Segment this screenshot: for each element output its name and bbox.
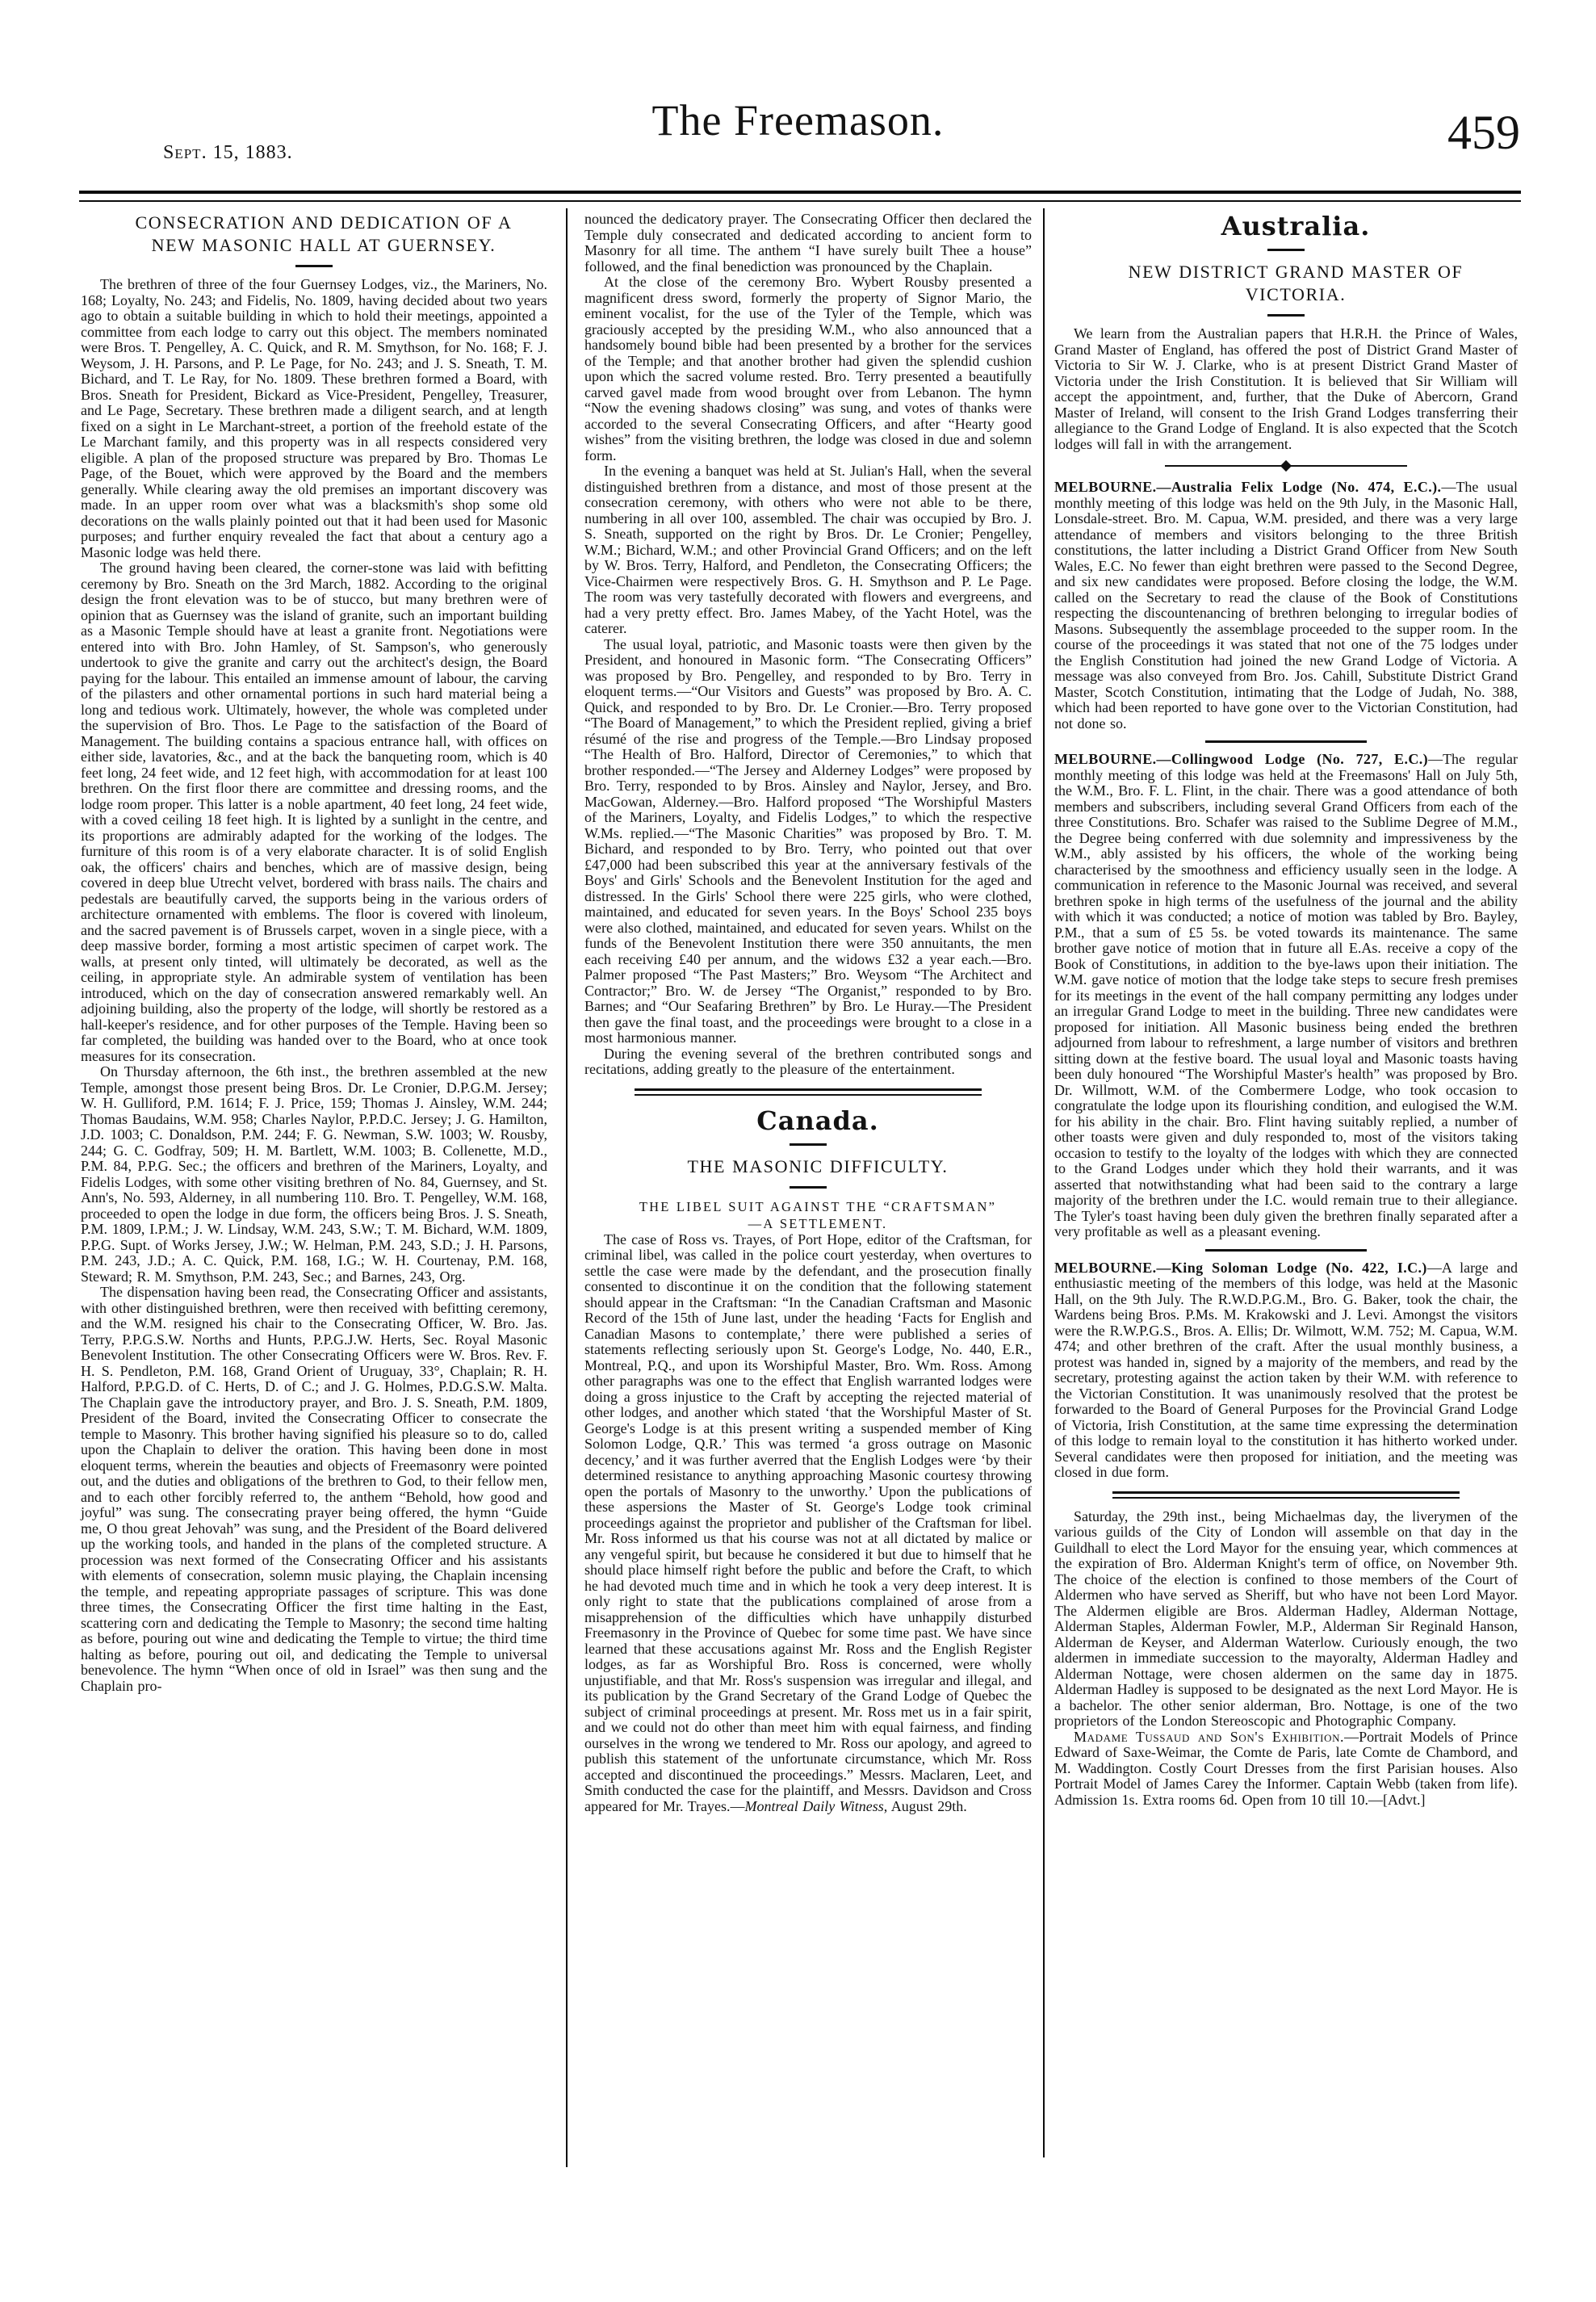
diamond-separator: [1165, 465, 1407, 467]
article-title-line: NEW DISTRICT GRAND MASTER OF: [1128, 262, 1464, 282]
lodge-report-lead: MELBOURNE.—Collingwood Lodge (No. 727, E.C.): [1054, 751, 1429, 767]
advert-text: —Portrait Models of Prince Edward of Saxe-Weimar, the Comte de Paris, late Comte de Chambord, and M. Waddington. Costly Court Dresses from the first Parisian houses. Also Portrait Model of James Carey the Informer. Captain Webb (taken from life). Admission 1s. Extra rooms 6d. Open from 10 till 10.—[Advt.]: [1054, 1728, 1518, 1808]
lodge-report: [1054, 1260, 1518, 1481]
lodge-report-text: —A large and enthusiastic meeting of the members of this lodge, was held at the Masonic Hall, on the 9th July. The R.W.D.P.G.M., Bro. G. Baker, took the chair, the Wardens being Bros. P.Ms. M. Krakowski and J. Levi. Amongst the visitors were the R.W.P.G.S., Bros. A. Ellis; Dr. Wilmott, W.M. 752; M. Capua, W.M. 474; and other brethren of the craft. After the usual monthly business, a protest was handed in, signed by a majority of the members, and read by the secretary, protesting against the action taken by their W.M. with reference to the Victorian Constitution. It was unanimously resolved that the protest be forwarded to the Board of General Purposes for the Provincial Grand Lodge of Victoria, Irish Constitution, at the same time expressing the determination of this lodge to remain loyal to the constitution it has hitherto worked under. Several candidates were then proposed for initiation, and the meeting was closed in due form.: [1054, 1259, 1518, 1480]
column-divider-left: [566, 208, 568, 2167]
paragraph: [584, 1232, 1032, 1815]
article-title-line: VICTORIA.: [1245, 284, 1347, 304]
lodge-report: [1054, 480, 1518, 732]
title-dash: [1267, 249, 1305, 251]
page-number: 459: [1447, 106, 1520, 159]
issue-date: Sept. 15, 1883.: [163, 142, 293, 163]
paragraph: In the evening a banquet was held at St. Julian's Hall, when the several distinguished brethren from a distance, and most of those present at the consecration ceremony, with others who were not able to be there, numbering in all over 100, assembled. The chair was occupied by Bro. J. S. Sneath, supported on the right by Bros. Dr. Le Cronier; Pengelley, W.M.; Bichard, W.M.; and other Provincial Grand Officers; and on the left by W. Bros. Terry, Halford, and Pendleton, the Consecrating Officers; the Vice-Chairmen were respectively Bros. G. H. Smythson and P. Le Page. The room was very tastefully decorated with flowers and evergreens, and had a very pretty effect. Bro. James Mabey, of the Yacht Hotel, was the caterer.: [584, 463, 1032, 636]
paragraph: nounced the dedicatory prayer. The Consecrating Officer then declared the Temple duly consecrated and dedicated according to ancient form to Masonry for all time. The anthem “I have surely built Thee a house” followed, and the final benediction was pronounced by the Chaplain.: [584, 211, 1032, 275]
lodge-report-lead: MELBOURNE.—Australia Felix Lodge (No. 474, E.C.).: [1054, 479, 1442, 495]
paragraph: The brethren of three of the four Guernsey Lodges, viz., the Mariners, No. 168; Loyalty, No. 243; and Fidelis, No. 1809, having decided about two years ago to obtain a suitable building in which to hold their meetings, appointed a committee from each lodge to carry out this object. The members nominated were Bros. T. Pengelley, A. C. Quick, and R. M. Smythson, for No. 168; F. J. Weysom, J. H. Parsons, and P. Le Page, for No. 243; and J. S. Sneath, T. M. Bichard, and T. Le Ray, for No. 1809. These brethren formed a Board, with Bros. Sneath for President, Bickard as Vice-President, Pengelley, Treasurer, and Le Page, Secretary. These brethren made a diligent search, and at length fixed on a sight in Le Marchant-street, a portion of the freehold estate of the Le Marchant family, and this property was in all respects considered very eligible. A plan of the proposed structure was prepared by Bro. Thomas Le Page, of the Bouet, which were approved by the Board and the members generally. While clearing away the old premises an important discovery was made. In an upper room over what was a blacksmith's shop some old decorations on the walls plainly pointed out that it had been used for Masonic purposes; and further enquiry revealed the fact that about a century ago a Masonic lodge was held there.: [81, 276, 547, 560]
column-1: [81, 212, 547, 1694]
section-separator: [635, 1088, 982, 1096]
paragraph: The ground having been cleared, the corner-stone was laid with befitting ceremony by Bro. Sneath on the 3rd March, 1882. According to the original design the front elevation was to be of stucco, but many brethren were of opinion that as Guernsey was the island of granite, such an important building as a Masonic Temple should have at least a granite front. Negotiations were entered into with Bro. John Hamley, of St. Sampson's, who generously undertook to give the granite and carry out the architect's design, the Board paying for the labour. This entailed an immense amount of labour, the carving of the pilasters and other ornamental portions in such hard material being a long and tedious work. Ultimately, however, the whole was completed under the supervision of Bro. Thos. Le Page to the satisfaction of the Board of Management. The building contains a spacious entrance hall, with offices on either side, lavatories, &c., and at the back the banqueting room, which is 40 feet long, 24 feet wide, and 12 feet high, with accommodation for at least 100 brethren. On the first floor there are committee and dressing rooms, and the lodge room proper. This latter is a noble apartment, 40 feet long, 24 feet wide, with a coved ceiling 18 feet high. It is lighted by a sunlight in the centre, and its proportions are admirably adapted for the working of the lodges. The furniture of this room is of a very elaborate character. It is of solid English oak, the officers' chairs and benches, which are of massive design, being covered in deep blue Utrecht velvet, bordered with brass nails. The chairs and pedestals are beautifully carved, the supports being in the various orders of architecture ornamented with emblems. The floor is covered with linoleum, and the sacred pavement is of Brussels carpet, woven in a single piece, with a deep massive border, forming a most artistic specimen of carpet work. The walls, at present only tinted, will ultimately be decorated, as well as the ceiling, in appropriate style. An admirable system of ventilation has been introduced, which on the day of consecration answered remarkably well. An adjoining building, also the property of the lodge, will shortly be restored as a hall-keeper's residence, and for other purposes of the Temple. Having been so far completed, the building was handed over to the Board, who at once took measures for its consecration.: [81, 560, 547, 1064]
lodge-report-text: —The usual monthly meeting of this lodge was held on the 9th July, in the Masonic Hall, Lonsdale-street. Bro. M. Capua, W.M. presided, and there was a very large attendance of members and visitors belonging to the three British constitutions, the latter including a District Grand Officer from New South Wales, E.C. No fewer than eight brethren were passed to the Second Degree, and six new candidates were proposed. Before closing the lodge, the W.M. called on the Secretary to read the clause of the Book of Constitutions respecting the discountenancing of brethren belonging to irregular bodies of Masons. Subsequently the assemblage proceeded to the supper room. In the course of the proceedings it was stated that not one of the 75 lodges under the English Constitution had joined the new Grand Lodge of Victoria. A message was also conveyed from Bro. Jos. Cahill, Substitute District Grand Master, Scotch Constitution, intimating that the Lodge of Judah, No. 388, which had been reported to have gone over to the Victorian Constitution, had not done so.: [1054, 479, 1518, 732]
article-title-line: CONSECRATION AND DEDICATION OF A: [135, 212, 513, 233]
paragraph: During the evening several of the brethren contributed songs and recitations, adding greatly to the pleasure of the entertainment.: [584, 1045, 1032, 1077]
lodge-report: [1054, 752, 1518, 1240]
paragraph-text: The case of Ross vs. Trayes, of Port Hope, editor of the Craftsman, for criminal libel, was called in the police court yesterday, when overtures to settle the case were made by the defendant, and the prosecution finally consented to discontinue it on the condition that the following statement should appear in the Craftsman: “In the Canadian Craftsman and Masonic Record of the 15th of June last, under the heading ‘Facts for English and Canadian Masons to contemplate,’ there were published a series of statements reflecting seriously upon St. George's Lodge, No. 440, E.R., Montreal, P.Q., and upon its Worshipful Master, Bro. Wm. Ross. Among other paragraphs was one to the effect that English warranted lodges were doing a gross injustice to the Craft by accepting the rejected material of other lodges, and another which stated ‘that the Worshipful Master of St. George's Lodge is at this present writing a suspended member of King Solomon Lodge, Q.R.’ This was termed ‘a gross outrage on Masonic decency,’ and it was further averred that the English Lodges were ‘by their determined resistance to anything approaching Masonic courtesy throwing open the portals of Masonry to the unworthy.’ Upon the publications of these aspersions the Master of St. George's Lodge took criminal proceedings against the proprietor and publisher of the Craftsman for libel. Mr. Ross informed us that his course was not at all dictated by malice or any vengeful spirit, but because he considered it but due to himself that he should place himself right before the public and before the Craft, to which he had devoted much time and in which he took a very deep interest. It is only right to state that the publications complained of arose from a misapprehension of the difficulties which have unhappily disturbed Freemasonry in the Province of Quebec for some time past. We have since learned that these accusations against Mr. Ross and the English Register lodges, as far as Worshipful Bro. Ross is concerned, were wholly unjustifiable, and that Mr. Ross's suspension was irregular and illegal, and its publication by the Grand Secretary of the Grand Lodge of Quebec the subject of criminal proceedings at present. Mr. Ross met us in a fair spirit, and we could not do other than meet him with equal fairness, and finding ourselves in the wrong we tendered to Mr. Ross our apology, and agreed to publish this statement of the unfortunate circumstance, which Mr. Ross accepted and discontinued the proceedings.” Messrs. Maclaren, Leet, and Smith conducted the case for the plaintiff, and Messrs. Davidson and Cross appeared for Mr. Trayes.—: [584, 1231, 1032, 1814]
section-heading-australia: Australia.: [1221, 211, 1371, 241]
masthead-title: The Freemason.: [651, 96, 945, 145]
paragraph: The dispensation having been read, the Consecrating Officer and assistants, with other distinguished brethren, were then received with befitting ceremony, and the W.M. resigned his chair to the Consecrating Officer, W. Bro. Jas. Terry, P.P.G.S.W. Norths and Hunts, P.P.G.J.W. Herts, Sec. Royal Masonic Benevolent Institution. The other Consecrating Officers were W. Bros. Rev. F. H. S. Pendleton, P.M. 168, Grand Orient of Uruguay, 33°, Chaplain; R. H. Halford, P.P.G.D. of C. Herts, D. of C.; and J. G. Holmes, P.D.G.S.W. Malta. The Chaplain gave the introductory prayer, and Bro. J. S. Sneath, P.M. 1809, President of the Board, invited the Consecrating Officer to consecrate the temple to Masonry. This brother having signified his pleasure so to do, called upon the Chaplain to deliver the oration. This having been done in most eloquent terms, wherein the beauties and objects of Freemasonry were pointed out, and the duties and obligations of the brethren to God, to their fellow men, and to each other forcibly referred to, the anthem “Behold, how good and joyful” was sung. The consecrating prayer being offered, the hymn “Guide me, O thou great Jehovah” was sung, and the President of the Board delivered up the working tools, and handed in the plans of the completed structure. A procession was next formed of the Consecrating Officer and his assistants with elements of consecration, solemn music playing, the Chaplain incensing the temple, and repeating appropriate passages of scripture. This was done three times, the Consecrating Officer the first time halting in the East, scattering corn and dedicating the Temple to Masonry; the second time halting as before, pouring out wine and dedicating the Temple to virtue; the third time halting as before, pouring out oil, and dedicating the Temple to universal benevolence. The hymn “When once of old in Israel” was then sung and the Chaplain pro-: [81, 1284, 547, 1694]
paragraph: On Thursday afternoon, the 6th inst., the brethren assembled at the new Temple, amongst those present being Bros. Dr. Le Cronier, D.P.G.M. Jersey; W. H. Gulliford, P.M. 1614; F. J. Price, 159; Thomas J. Ainsley, W.M. 244; Thomas Baudains, W.M. 958; Charles Naylor, P.P.D.C. Jersey; J. G. Hamilton, J.D. 1003; C. Donaldson, P.M. 244; F. G. Newman, S.W. 1003; W. Rousby, 244; G. C. Godfray, 509; H. M. Bartlett, W.M. 1003; B. Collenette, M.D., P.M. 84, P.P.G. Sec.; the officers and brethren of the Mariners, Loyalty, and Fidelis Lodges, with some other visiting brethren of No. 84, Guernsey, and St. Ann's, No. 593, Alderney, in all numbering 110. Bro. T. Pengelley, W.M. 168, proceeded to open the lodge in due form, the officers being Bros. J. S. Sneath, P.M. 1809, I.P.M.; J. W. Lindsay, W.M. 243, S.W.; T. M. Bichard, W.M. 1809, P.P.G. Supt. of Works Jersey, J.W.; W. Helman, P.M. 243, S.D.; J. H. Parsons, P.M. 243, J.D.; A. C. Quick, P.M. 168, I.G.; W. H. Courtenay, P.M. 168, Steward; R. M. Smythson, P.M. 243, Sec.; and Barnes, 243, Org.: [81, 1063, 547, 1285]
column-divider-right: [1043, 208, 1045, 2157]
article-subtitle: —A SETTLEMENT.: [748, 1215, 888, 1231]
masthead-rule: [79, 191, 1521, 202]
section-separator: [1205, 740, 1367, 743]
section-heading-canada: Canada.: [756, 1105, 879, 1136]
column-2: [584, 212, 1032, 1814]
column-3: [1054, 212, 1518, 1808]
article-subtitle: THE LIBEL SUIT AGAINST THE “CRAFTSMAN”: [639, 1198, 997, 1214]
lodge-report-text: —The regular monthly meeting of this lodge was held at the Freemasons' Hall on July 5th, the W.M., Bro. F. L. Flint, in the chair. There was a good attendance of both members and subscribers, including several Grand Officers from each of the three Constitutions. Bro. Schafer was raised to the Sublime Degree of M.M., the Degree being conferred with due solemnity and impressiveness by the W.M., ably assisted by his officers, the whole of the working being characterised by the smoothness and efficiency usually seen in the lodge. A communication in reference to the Masonic Journal was received, and several brethren spoke in high terms of the usefulness of the journal and the ability with which it was conducted; a notice of motion was tabled by Bro. Bayley, P.M., that a sum of £5 5s. be voted towards its maintenance. The same brother gave notice of motion that in future all E.As. receive a copy of the Book of Constitutions, in addition to the bye-laws upon their initiation. The W.M. gave notice of motion that the lodge take steps to secure fresh premises for its meetings in the event of the hall company permitting any lodges under an irregular Grand Lodge to meet in the building. Three new candidates were proposed for initiation. All Masonic business being ended the brethren adjourned from labour to refreshment, a large number of visitors and brethren sitting down at the festive board. The usual loyal and Masonic toasts having been duly honoured “The Worshipful Master's health” was proposed by Bro. Dr. Willmott, W.M. of the Combermere Lodge, who took occasion to congratulate the lodge upon its flourishing condition, and eulogised the W.M. for his ability in the chair. Bro. Flint having suitably replied, a number of other toasts were given and duly responded to, most of the visitors taking occasion to testify to the loyalty of the lodges with which they are connected to the Grand Lodges under which they hold their warrants, and it was asserted that notwithstanding what had been said to the contrary a large majority of the brethren under the I.C. would remain true to their allegiance. The Tyler's toast having been duly given the brethren finally separated after a very profitable as well as a pleasant evening.: [1054, 751, 1518, 1239]
article-title-line: THE MASONIC DIFFICULTY.: [687, 1155, 949, 1176]
title-dash: [790, 1143, 827, 1146]
advert-lead: Madame Tussaud and Son's Exhibition.: [1074, 1728, 1345, 1745]
paragraph: We learn from the Australian papers that H.R.H. the Prince of Wales, Grand Master of England, has offered the post of District Grand Master of Victoria to Sir W. J. Clarke, who is at present District Grand Master of Victoria under the Irish Constitution. It is believed that Sir William will accept the appointment, and, further, that the Duke of Abercorn, Grand Master of Ireland, will consent to the Irish Grand Lodges transferring their allegiance to the Grand Lodge of England. It is also expected that the Scotch lodges will fall in with the arrangement.: [1054, 325, 1518, 452]
paragraph: At the close of the ceremony Bro. Wybert Rousby presented a magnificent dress sword, formerly the property of Signor Mario, the eminent vocalist, for the use of the Tyler of the Temple, which was graciously accepted by the presiding W.M., who also announced that a handsomely bound bible had been presented by a brother for the services of the Temple; and that another brother had given the splendid cushion upon which the sacred volume rested. Bro. Terry presented a beautifully carved gavel made from wood brought over from Lebanon. The hymn “Now the evening shadows closing” was sung, and votes of thanks were accorded to the several Consecrating Officers, and after “Hearty good wishes” from the visiting brethren, the lodge was closed in due and solemn form.: [584, 274, 1032, 463]
source-citation: Montreal Daily Witness: [744, 1797, 884, 1814]
paragraph-text: , August 29th.: [883, 1797, 967, 1814]
section-separator: [1205, 1249, 1367, 1252]
advert: [1054, 1730, 1518, 1809]
lodge-report-lead: MELBOURNE.—King Soloman Lodge (No. 422, I.C.): [1054, 1259, 1427, 1276]
paragraph: The usual loyal, patriotic, and Masonic toasts were then given by the President, and honoured in Masonic form. “The Consecrating Officers” was proposed by Bro. Pengelley, and responded to by Bro. Terry in eloquent terms.—“Our Visitors and Guests” was proposed by Bro. A. C. Quick, and responded to by Bro. Dr. Le Cronier.—Bro. Terry proposed “The Board of Management,” to which the President replied, giving a brief résumé of the rise and progress of the Temple.—Bro Lindsay proposed “The Health of Bro. Halford, Director of Ceremonies,” to which that brother responded.—“The Jersey and Alderney Lodges” were proposed by Bro. Terry, responded to by Bros. Ainsley and Naylor, Jersey, and Bro. MacGowan, Alderney.—Bro. Halford proposed “The Worshipful Masters of the Mariners, Loyalty, and Fidelis Lodges,” to which the respective W.Ms. replied.—“The Masonic Charities” was proposed by Bro. T. M. Bichard, and responded to by Bro. Terry, who pointed out that over £47,000 had been subscribed this year at the anniversary festivals of the Boys' and Girls' Schools and the Benevolent Institution for the aged and distressed. In the Girls' School there were 225 girls, who were clothed, maintained, and educated for seven years. In the Boys' School 235 boys were also clothed, maintained, and educated for seven years. Whilst on the funds of the Benevolent Institution there were 350 annuitants, the men each receiving £40 per annum, and the widows £32 a year each.—Bro. Palmer proposed “The Past Masters;” Bro. Weysom “The Architect and Contractor;” Bro. W. de Jersey “The Organist,” responded to by Bro. Barnes; and “Our Seafaring Brethren” by Bro. Le Huray.—The President then gave the final toast, and the proceedings were brought to a close in a most harmonious manner.: [584, 635, 1032, 1046]
title-dash: [790, 1186, 827, 1189]
paragraph: Saturday, the 29th inst., being Michaelmas day, the liverymen of the various guilds of the City of London will assemble on that day in the Guildhall to elect the Lord Mayor for the ensuing year, which commences at the expiration of Bro. Alderman Knight's term of office, on November 9th. The choice of the election is confined to those members of the Court of Aldermen who have served as Sheriff, but who have not been Lord Mayor. The Aldermen eligible are Bros. Alderman Hadley, Alderman Nottage, Alderman Staples, Alderman Fowler, M.P., Alderman Sir Reginald Hanson, Alderman de Keyser, and Alderman Waterlow. Curiously enough, the two aldermen in immediate succession to the mayoralty, Alderman Hadley and Alderman Nottage, were chosen aldermen on the same day in 1875. Alderman Hadley is supposed to be designated as the next Lord Mayor. He is a bachelor. The other senior alderman, Bro. Nottage, is one of the two proprietors of the London Stereoscopic and Photographic Company.: [1054, 1507, 1518, 1729]
title-dash: [295, 265, 333, 267]
title-dash: [1267, 314, 1305, 317]
article-title-line: NEW MASONIC HALL AT GUERNSEY.: [151, 235, 496, 255]
section-separator: [1112, 1491, 1460, 1499]
